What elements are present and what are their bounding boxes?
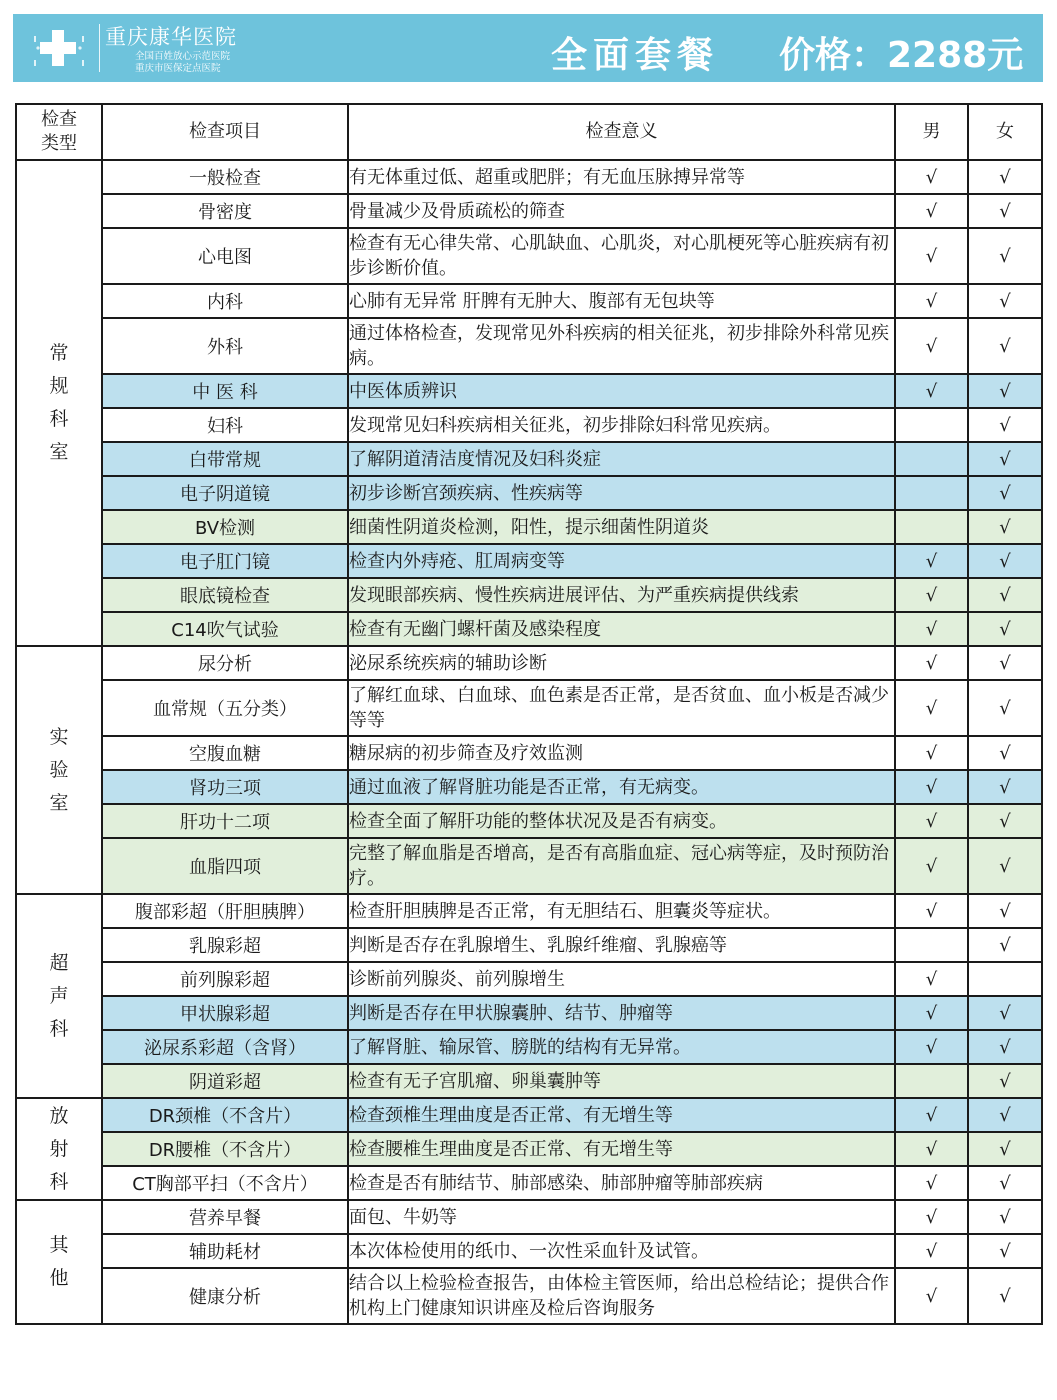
male-check: √ (895, 1166, 968, 1200)
female-check: √ (968, 544, 1042, 578)
male-check (895, 1064, 968, 1098)
exam-meaning: 心肺有无异常 肝脾有无肿大、腹部有无包块等 (348, 284, 895, 318)
table-row (16, 1234, 1042, 1268)
package-price: 价格：2288元 (779, 35, 1024, 76)
male-check: √ (895, 680, 968, 736)
exam-item: 电子阴道镜 (102, 476, 348, 510)
table-row (16, 510, 1042, 544)
table-row (16, 1166, 1042, 1200)
package-name: 全面套餐 (551, 35, 720, 76)
exam-meaning: 检查有无幽门螺杆菌及感染程度 (348, 612, 895, 646)
table-row (16, 1132, 1042, 1166)
female-check: √ (968, 646, 1042, 680)
female-check: √ (968, 680, 1042, 736)
exam-meaning: 泌尿系统疾病的辅助诊断 (348, 646, 895, 680)
header-male: 男 (895, 104, 968, 160)
exam-meaning: 发现眼部疾病、慢性疾病进展评估、为严重疾病提供线索 (348, 578, 895, 612)
exam-meaning: 检查有无心律失常、心肌缺血、心肌炎，对心肌梗死等心脏疾病有初步诊断价值。 (348, 228, 895, 284)
male-check (895, 928, 968, 962)
table-row (16, 646, 1042, 680)
male-check (895, 442, 968, 476)
female-check: √ (968, 408, 1042, 442)
female-check: √ (968, 838, 1042, 894)
hospital-name: 重庆康华医院 (105, 25, 237, 49)
exam-item: 尿分析 (102, 646, 348, 680)
exam-item: 腹部彩超（肝胆胰脾） (102, 894, 348, 928)
female-check: √ (968, 578, 1042, 612)
male-check (895, 476, 968, 510)
exam-item: 辅助耗材 (102, 1234, 348, 1268)
exam-meaning: 判断是否存在甲状腺囊肿、结节、肿瘤等 (348, 996, 895, 1030)
female-check (968, 962, 1042, 996)
male-check: √ (895, 770, 968, 804)
exam-item: 营养早餐 (102, 1200, 348, 1234)
female-check: √ (968, 194, 1042, 228)
exam-meaning: 了解阴道清洁度情况及妇科炎症 (348, 442, 895, 476)
male-check (895, 408, 968, 442)
male-check: √ (895, 374, 968, 408)
male-check: √ (895, 804, 968, 838)
female-check: √ (968, 1098, 1042, 1132)
exam-item: 泌尿系彩超（含肾） (102, 1030, 348, 1064)
category-label: 实验室 (49, 725, 69, 814)
exam-item: 外科 (102, 318, 348, 374)
female-check: √ (968, 1064, 1042, 1098)
category-cell (16, 646, 102, 894)
exam-meaning: 面包、牛奶等 (348, 1200, 895, 1234)
table-row (16, 736, 1042, 770)
male-check: √ (895, 1098, 968, 1132)
table-row (16, 612, 1042, 646)
category-label: 超声科 (49, 951, 69, 1040)
male-check: √ (895, 1234, 968, 1268)
female-check: √ (968, 160, 1042, 194)
exam-item: 一般检查 (102, 160, 348, 194)
category-label: 常规科室 (49, 342, 69, 463)
exam-item: DR腰椎（不含片） (102, 1132, 348, 1166)
exam-item: 肾功三项 (102, 770, 348, 804)
exam-meaning: 中医体质辨识 (348, 374, 895, 408)
male-check: √ (895, 318, 968, 374)
exam-item: 健康分析 (102, 1268, 348, 1324)
male-check: √ (895, 160, 968, 194)
exam-meaning: 检查有无子宫肌瘤、卵巢囊肿等 (348, 1064, 895, 1098)
exam-meaning: 检查腰椎生理曲度是否正常、有无增生等 (348, 1132, 895, 1166)
female-check: √ (968, 894, 1042, 928)
exam-meaning: 本次体检使用的纸巾、一次性采血针及试管。 (348, 1234, 895, 1268)
male-check: √ (895, 284, 968, 318)
header-item: 检查项目 (102, 104, 348, 160)
female-check: √ (968, 228, 1042, 284)
male-check: √ (895, 838, 968, 894)
table-row (16, 1098, 1042, 1132)
exam-meaning: 检查全面了解肝功能的整体状况及是否有病变。 (348, 804, 895, 838)
exam-meaning: 骨量减少及骨质疏松的筛查 (348, 194, 895, 228)
male-check: √ (895, 1268, 968, 1324)
category-cell (16, 1200, 102, 1324)
male-check: √ (895, 612, 968, 646)
exam-item: 中 医 科 (102, 374, 348, 408)
exam-item: DR颈椎（不含片） (102, 1098, 348, 1132)
exam-meaning: 判断是否存在乳腺增生、乳腺纤维瘤、乳腺癌等 (348, 928, 895, 962)
table-row (16, 770, 1042, 804)
exam-meaning: 检查内外痔疮、肛周病变等 (348, 544, 895, 578)
table-row (16, 408, 1042, 442)
female-check: √ (968, 770, 1042, 804)
exam-meaning: 有无体重过低、超重或肥胖；有无血压脉搏异常等 (348, 160, 895, 194)
table-row (16, 680, 1042, 736)
male-check: √ (895, 996, 968, 1030)
female-check: √ (968, 736, 1042, 770)
table-row (16, 228, 1042, 284)
male-check: √ (895, 228, 968, 284)
exam-item: 血脂四项 (102, 838, 348, 894)
table-row (16, 374, 1042, 408)
table-row (16, 194, 1042, 228)
table-row (16, 1200, 1042, 1234)
exam-item: 肝功十二项 (102, 804, 348, 838)
table-row (16, 1030, 1042, 1064)
female-check: √ (968, 804, 1042, 838)
table-row (16, 1268, 1042, 1324)
table-row (16, 838, 1042, 894)
exam-meaning: 结合以上检验检查报告，由体检主管医师，给出总检结论；提供合作机构上门健康知识讲座及检后咨询服务 (348, 1268, 895, 1324)
female-check: √ (968, 442, 1042, 476)
female-check: √ (968, 612, 1042, 646)
table-row (16, 578, 1042, 612)
table-row (16, 962, 1042, 996)
female-check: √ (968, 928, 1042, 962)
female-check: √ (968, 374, 1042, 408)
male-check (895, 510, 968, 544)
male-check: √ (895, 1200, 968, 1234)
hospital-subtitle-1: 全国百姓放心示范医院 (135, 51, 231, 62)
exam-meaning: 检查是否有肺结节、肺部感染、肺部肿瘤等肺部疾病 (348, 1166, 895, 1200)
exam-meaning: 了解红血球、白血球、血色素是否正常，是否贫血、血小板是否减少等等 (348, 680, 895, 736)
exam-item: 眼底镜检查 (102, 578, 348, 612)
exam-meaning: 初步诊断宫颈疾病、性疾病等 (348, 476, 895, 510)
exam-item: 阴道彩超 (102, 1064, 348, 1098)
table-row (16, 928, 1042, 962)
exam-meaning: 发现常见妇科疾病相关征兆，初步排除妇科常见疾病。 (348, 408, 895, 442)
table-row (16, 476, 1042, 510)
female-check: √ (968, 1234, 1042, 1268)
male-check: √ (895, 646, 968, 680)
exam-item: 血常规（五分类） (102, 680, 348, 736)
table-row (16, 442, 1042, 476)
exam-meaning: 糖尿病的初步筛查及疗效监测 (348, 736, 895, 770)
male-check: √ (895, 894, 968, 928)
hospital-subtitle-2: 重庆市医保定点医院 (135, 63, 221, 74)
female-check: √ (968, 1166, 1042, 1200)
female-check: √ (968, 1132, 1042, 1166)
exam-meaning: 了解肾脏、输尿管、膀胱的结构有无异常。 (348, 1030, 895, 1064)
female-check: √ (968, 318, 1042, 374)
male-check: √ (895, 1132, 968, 1166)
category-label: 放射科 (49, 1104, 69, 1193)
exam-item: 心电图 (102, 228, 348, 284)
category-cell (16, 1098, 102, 1200)
exam-meaning: 细菌性阴道炎检测，阳性，提示细菌性阴道炎 (348, 510, 895, 544)
exam-item: 空腹血糖 (102, 736, 348, 770)
exam-item: BV检测 (102, 510, 348, 544)
male-check: √ (895, 578, 968, 612)
female-check: √ (968, 476, 1042, 510)
male-check: √ (895, 194, 968, 228)
female-check: √ (968, 1268, 1042, 1324)
exam-item: 电子肛门镜 (102, 544, 348, 578)
hospital-cross-logo-icon (31, 26, 87, 70)
category-label: 其他 (49, 1234, 69, 1289)
table-row (16, 894, 1042, 928)
table-row (16, 544, 1042, 578)
exam-item: 白带常规 (102, 442, 348, 476)
header-female: 女 (968, 104, 1042, 160)
table-row (16, 160, 1042, 194)
male-check: √ (895, 1030, 968, 1064)
exam-meaning: 诊断前列腺炎、前列腺增生 (348, 962, 895, 996)
exam-item: 妇科 (102, 408, 348, 442)
exam-item: 骨密度 (102, 194, 348, 228)
male-check: √ (895, 736, 968, 770)
male-check: √ (895, 962, 968, 996)
exam-item: 乳腺彩超 (102, 928, 348, 962)
table-row (16, 284, 1042, 318)
male-check: √ (895, 544, 968, 578)
table-row (16, 996, 1042, 1030)
category-cell (16, 894, 102, 1098)
exam-meaning: 检查肝胆胰脾是否正常，有无胆结石、胆囊炎等症状。 (348, 894, 895, 928)
exam-item: 内科 (102, 284, 348, 318)
exam-item: CT胸部平扫（不含片） (102, 1166, 348, 1200)
header-banner (13, 14, 1043, 82)
exam-meaning: 通过体格检查，发现常见外科疾病的相关征兆，初步排除外科常见疾病。 (348, 318, 895, 374)
exam-meaning: 完整了解血脂是否增高，是否有高脂血症、冠心病等症，及时预防治疗。 (348, 838, 895, 894)
exam-meaning: 通过血液了解肾脏功能是否正常，有无病变。 (348, 770, 895, 804)
female-check: √ (968, 996, 1042, 1030)
header-type: 检查类型 (16, 104, 102, 160)
exam-table (15, 103, 1043, 1325)
header-meaning: 检查意义 (348, 104, 895, 160)
exam-meaning: 检查颈椎生理曲度是否正常、有无增生等 (348, 1098, 895, 1132)
female-check: √ (968, 284, 1042, 318)
table-row (16, 1064, 1042, 1098)
exam-item: 甲状腺彩超 (102, 996, 348, 1030)
female-check: √ (968, 510, 1042, 544)
table-row (16, 318, 1042, 374)
female-check: √ (968, 1200, 1042, 1234)
exam-item: 前列腺彩超 (102, 962, 348, 996)
table-row (16, 804, 1042, 838)
table-body (16, 160, 1042, 1324)
table-header-row (16, 104, 1042, 160)
exam-item: C14吹气试验 (102, 612, 348, 646)
logo-divider (99, 24, 100, 72)
female-check: √ (968, 1030, 1042, 1064)
category-cell (16, 160, 102, 646)
